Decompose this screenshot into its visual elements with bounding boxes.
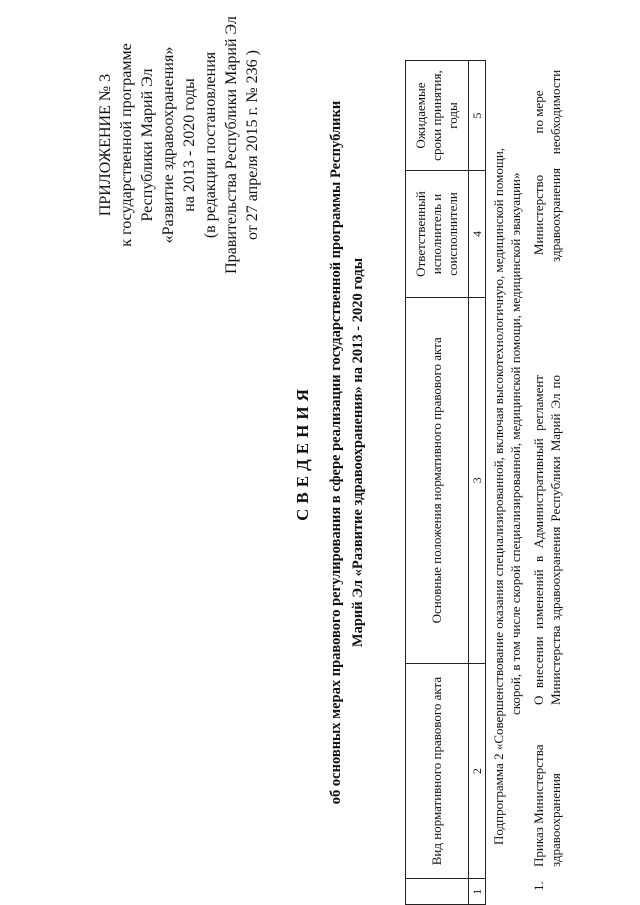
document-heading: СВЕДЕНИЯ xyxy=(293,384,312,521)
appendix-block xyxy=(95,0,263,290)
appendix-line: Республики Марий Эл xyxy=(139,68,156,222)
appendix-line: к государственной программе xyxy=(118,43,135,247)
subprogram-line: скорой, в том числе скорой специализированной, медицинской помощи, медицинской эвакуации» xyxy=(508,172,523,715)
row-term: по мере необходимости xyxy=(531,69,563,155)
column-number: 4 xyxy=(469,171,486,298)
subheading-line: об основных мерах правового регулирования в сфере реализации государственной программы Республики xyxy=(328,100,344,805)
header-cell-resp: Ответственный исполнитель и соисполнители xyxy=(406,171,469,298)
appendix-title: ПРИЛОЖЕНИЕ № 3 xyxy=(97,73,114,217)
appendix-line: Правительства Республики Марий Эл xyxy=(223,16,240,274)
header-cell-kind: Вид нормативного правового акта xyxy=(406,663,469,879)
column-number: 3 xyxy=(469,297,486,663)
header-cell-desc: Основные положения нормативного правового акта xyxy=(406,297,469,663)
row-number: 1. xyxy=(531,881,546,891)
table-number-row xyxy=(469,61,486,905)
subprogram-line: Подпрограмма 2 «Совершенствование оказания специализированной, включая высокотехнологичную, медицинской помощи, xyxy=(491,147,506,845)
row-act-description: О внесении изменений в Административный регламент Министерства здравоохранения Республики Марий Эл по xyxy=(531,375,563,705)
appendix-line: «Развитие здравоохранения» xyxy=(160,46,177,244)
row-act-kind: Приказ Министерства здравоохранения xyxy=(531,744,563,867)
subheading-line: Марий Эл «Развитие здравоохранения» на 2013 - 2020 годы xyxy=(350,257,366,648)
column-number: 1 xyxy=(469,879,486,905)
appendix-date-line: от 27 апреля 2015 г. № 236 ) xyxy=(244,49,261,241)
header-cell-num xyxy=(406,879,469,905)
header-cell-term: Ожидаемые сроки принятия, годы xyxy=(406,61,469,171)
appendix-line: (в редакции постановления xyxy=(202,51,219,239)
row-responsible: Министерство здравоохранения xyxy=(531,168,563,262)
table-header-row xyxy=(406,61,469,905)
column-number: 2 xyxy=(469,663,486,879)
measures-table xyxy=(405,60,486,905)
column-number: 5 xyxy=(469,61,486,171)
document-subheading xyxy=(325,0,369,905)
appendix-line: на 2013 - 2020 годы xyxy=(181,78,198,212)
